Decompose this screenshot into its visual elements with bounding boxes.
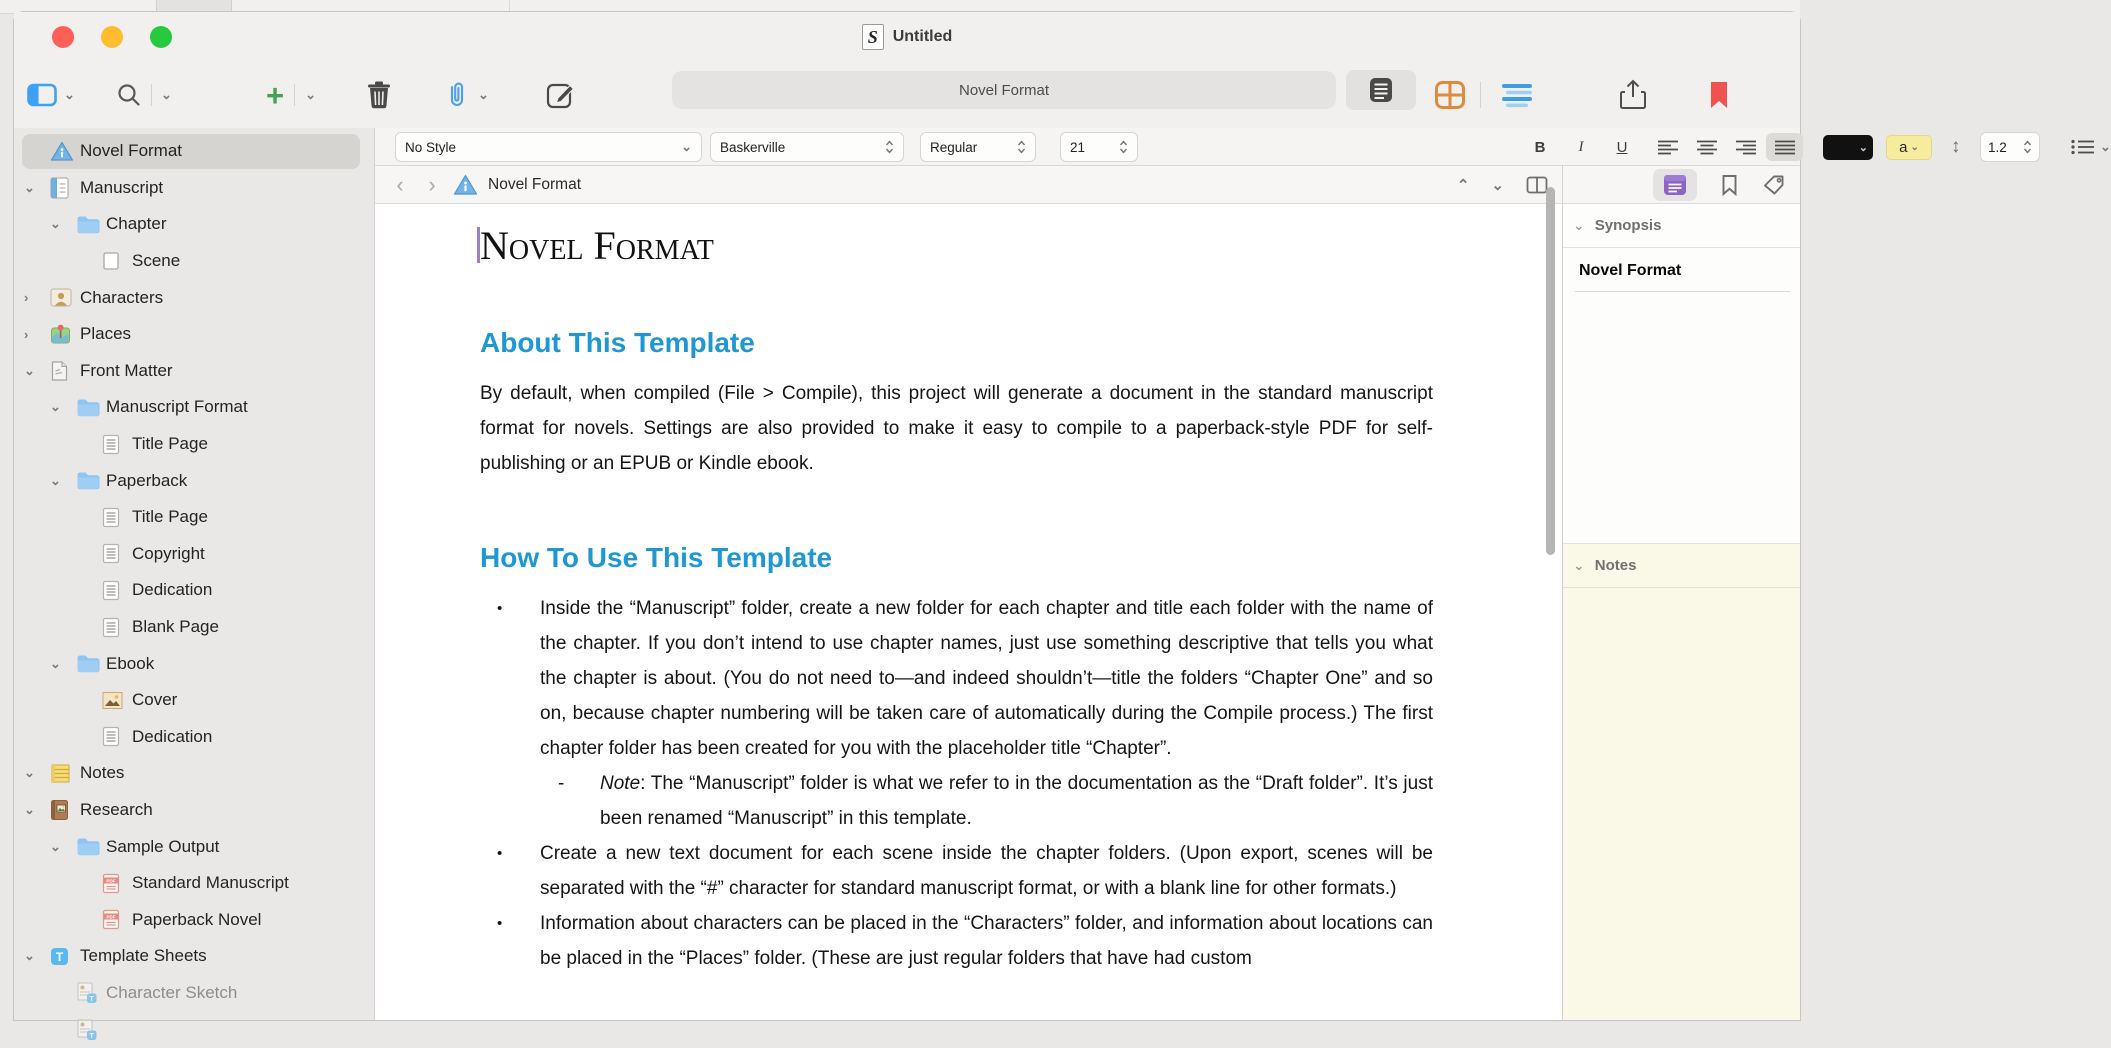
font-typeface-stepper[interactable]: Regular xyxy=(920,132,1036,162)
text-doc-icon xyxy=(102,434,132,455)
bullet-text: Inside the “Manuscript” folder, create a new folder for each chapter and title each folder with the name of the chapter. If you don’t intend to use chapter names, just use something descriptive that tells you what the chapter is about. (You do not need to—and indeed shouldn’t—title the folders “Chapter One” and so on, because chapter numbering will be taken care of automatically during the Compile process.) The first chapter folder has been created for you with the placeholder title “Chapter”. xyxy=(540,598,1433,759)
character-sketch-icon xyxy=(76,982,106,1004)
bullet-marker: • xyxy=(497,600,503,617)
template-t-icon xyxy=(50,947,80,966)
text-cursor xyxy=(477,227,480,263)
svg-text:T: T xyxy=(89,995,94,1003)
minimize-button[interactable] xyxy=(101,26,123,48)
inspector-tab-bookmarks[interactable] xyxy=(1721,174,1738,196)
bullet-item xyxy=(480,591,1433,766)
binder-item-title-page[interactable] xyxy=(14,499,374,536)
binder-item-standard-manuscript[interactable] xyxy=(14,865,374,902)
underline-button[interactable]: U xyxy=(1616,138,1628,156)
text-doc-icon xyxy=(102,507,132,528)
binder-item-label: Scene xyxy=(132,251,181,271)
text-doc-icon xyxy=(102,726,132,747)
binder-item-paperback-novel[interactable] xyxy=(14,901,374,938)
synopsis-content[interactable] xyxy=(1563,248,1800,544)
binder-item-label: Cover xyxy=(132,690,178,710)
binder-item-label: Dedication xyxy=(132,580,213,600)
binder-item-label: Title Page xyxy=(132,434,208,454)
binder-item-chapter[interactable] xyxy=(14,206,374,243)
document-title: Novel Format xyxy=(480,224,1433,268)
dash-marker: - xyxy=(558,773,565,794)
line-spacing-stepper[interactable]: 1.2 xyxy=(1980,132,2040,162)
list-style-button[interactable]: ⌄ xyxy=(2071,128,2111,166)
folder-icon xyxy=(76,471,106,490)
svg-text:PDF: PDF xyxy=(106,914,116,920)
binder-item-label: Chapter xyxy=(106,214,167,234)
style-dropdown[interactable]: No Style ⌄ xyxy=(395,132,702,162)
binder-item-label: Front Matter xyxy=(80,360,173,380)
scrivener-window xyxy=(14,12,2111,1040)
binder-item-label: Notes xyxy=(80,763,125,783)
align-center-button[interactable] xyxy=(1688,133,1725,161)
binder-item-novel-format[interactable] xyxy=(14,133,374,170)
bold-button[interactable]: B xyxy=(1534,138,1546,156)
bullet-item xyxy=(480,836,1433,906)
binder-item-scene[interactable] xyxy=(14,243,374,280)
binder-item-label: Manuscript xyxy=(80,177,164,197)
sidebar-toggle-button[interactable] xyxy=(27,83,57,107)
format-bar xyxy=(375,128,2111,166)
notes-pad-icon xyxy=(50,763,80,784)
notes-section-header[interactable]: ⌄ Notes xyxy=(1563,544,1800,588)
text-doc-icon xyxy=(102,543,132,564)
binder-item-label: Sample Output xyxy=(106,836,220,856)
view-mode-corkboard-button[interactable] xyxy=(1434,80,1466,110)
font-size-stepper[interactable]: 21 xyxy=(1060,132,1138,162)
zoom-button[interactable] xyxy=(150,26,172,48)
align-left-button[interactable] xyxy=(1649,133,1686,161)
add-item-chevron[interactable]: ⌄ xyxy=(305,87,317,102)
image-doc-icon xyxy=(102,691,132,710)
binder-item-manuscript[interactable] xyxy=(14,170,374,207)
binder-item-label: Paperback xyxy=(106,470,188,490)
binder-item-label: Character Sketch xyxy=(106,982,238,1002)
share-button[interactable] xyxy=(1618,79,1648,111)
editor-scrollbar[interactable] xyxy=(1546,187,1555,555)
inspector-tab-bar xyxy=(1563,166,1800,204)
binder-item-label: Manuscript Format xyxy=(106,397,248,417)
binder-item-character-sketch[interactable] xyxy=(14,975,374,1012)
disclosure-down-icon[interactable]: ⌄ xyxy=(50,472,61,488)
compose-button[interactable] xyxy=(546,81,576,109)
folder-icon xyxy=(76,398,106,417)
align-right-button[interactable] xyxy=(1727,133,1764,161)
nav-back-button[interactable]: ‹ xyxy=(396,171,404,197)
synopsis-divider xyxy=(1575,291,1790,292)
bullet-marker: • xyxy=(497,845,503,862)
sidebar-toggle-chevron[interactable]: ⌄ xyxy=(64,87,75,102)
folder-icon xyxy=(76,215,106,234)
binder-item-ebook[interactable] xyxy=(14,645,374,682)
binder-item-dedication[interactable] xyxy=(14,719,374,756)
window-title: Untitled xyxy=(892,28,953,45)
howto-heading: How To Use This Template xyxy=(480,542,833,573)
attachment-paperclip-button[interactable] xyxy=(446,80,468,110)
bullet-text: Note: The “Manuscript” folder is what we refer to in the documentation as the “Draft folder”. It’s just been renamed “Manuscript” in this template. xyxy=(600,773,1433,829)
about-paragraph: By default, when compiled (File > Compile), this project will generate a document in the standard manuscript format for novels. Settings are also provided to make it easy to compile to a paperback-style PDF for self-publishing or an EPUB or Kindle ebook. xyxy=(480,383,1433,474)
document-body[interactable] xyxy=(375,204,1562,1020)
nav-forward-button[interactable]: › xyxy=(428,171,436,197)
disclosure-down-icon[interactable]: ⌄ xyxy=(24,801,35,817)
manuscript-icon xyxy=(50,177,80,199)
binder-item-places[interactable] xyxy=(14,316,374,353)
binder-item-label: Standard Manuscript xyxy=(132,873,289,893)
binder-item-cover[interactable] xyxy=(14,682,374,719)
search-button[interactable] xyxy=(116,82,142,108)
titlebar xyxy=(14,12,1800,62)
disclosure-right-icon[interactable]: › xyxy=(24,290,29,306)
bullet-text: Create a new text document for each scene inside the chapter folders. (Upon export, scenes will be separated with the “#” character for standard manuscript format, or with a blank line for other formats.) xyxy=(540,843,1433,899)
svg-text:T: T xyxy=(55,949,64,964)
note-item xyxy=(480,766,1433,836)
previous-document-button[interactable]: ⌃ xyxy=(1456,176,1470,194)
disclosure-down-icon[interactable]: ⌄ xyxy=(24,179,35,195)
character-sketch-icon xyxy=(76,1019,106,1041)
binder-item-characters[interactable] xyxy=(14,279,374,316)
close-button[interactable] xyxy=(52,26,74,48)
inspector-tab-metadata-tag[interactable] xyxy=(1762,174,1786,196)
next-document-button[interactable]: ⌄ xyxy=(1491,176,1504,194)
binder-item-label: Blank Page xyxy=(132,617,219,637)
disclosure-down-icon[interactable]: ⌄ xyxy=(24,765,35,781)
synopsis-section-header[interactable]: ⌄ Synopsis xyxy=(1563,204,1800,248)
trash-button[interactable] xyxy=(366,80,392,110)
binder-item-blank-page[interactable] xyxy=(14,609,374,646)
places-icon xyxy=(50,324,80,345)
quick-search-field[interactable]: Novel Format xyxy=(672,71,1336,109)
binder-item-label: Novel Format xyxy=(80,141,183,161)
folder-icon xyxy=(76,654,106,673)
bottom-fade xyxy=(375,974,1562,1020)
align-justify-button[interactable] xyxy=(1766,133,1803,161)
italic-button[interactable]: I xyxy=(1578,138,1584,155)
text-doc-icon xyxy=(102,617,132,638)
scene-icon xyxy=(102,251,132,271)
research-book-icon xyxy=(50,799,80,821)
disclosure-down-icon[interactable]: ⌄ xyxy=(50,216,61,232)
disclosure-down-icon[interactable]: ⌄ xyxy=(50,399,61,415)
binder-item-dedication[interactable] xyxy=(14,572,374,609)
svg-text:T: T xyxy=(89,1032,94,1040)
editor-header xyxy=(375,166,1562,204)
svg-text:PDF: PDF xyxy=(106,877,116,883)
synopsis-text: Novel Format xyxy=(1579,262,1682,279)
line-spacing-icon: ↕ xyxy=(1951,136,1961,157)
inspector-tab-notes[interactable] xyxy=(1653,169,1697,201)
binder-item-notes[interactable] xyxy=(14,755,374,792)
binder-item-research[interactable] xyxy=(14,792,374,829)
binder-item-label: Research xyxy=(80,799,153,819)
bullet-text: Information about characters can be placed in the “Characters” folder, and information about locations can be placed in the “Places” folder. (These are just regular folders that have had custom xyxy=(540,913,1433,969)
binder-sidebar xyxy=(14,128,375,1040)
binder-item-label: Places xyxy=(80,324,132,344)
view-mode-document-button[interactable] xyxy=(1346,70,1416,110)
howto-bullet-list xyxy=(480,591,1433,976)
bullet-item xyxy=(480,906,1433,976)
binder-item-label: Copyright xyxy=(132,543,205,563)
warning-triangle-icon xyxy=(50,141,80,162)
font-family-stepper[interactable]: Baskerville xyxy=(710,132,904,162)
binder-item-label: Template Sheets xyxy=(80,946,207,966)
binder-item-label: Dedication xyxy=(132,726,213,746)
attachment-chevron[interactable]: ⌄ xyxy=(478,87,489,102)
binder-item-manuscript-format[interactable] xyxy=(14,389,374,426)
search-chevron[interactable]: ⌄ xyxy=(161,87,172,102)
binder-item-title-page[interactable] xyxy=(14,426,374,463)
characters-icon xyxy=(50,288,80,307)
inspector-panel xyxy=(1562,166,1800,1020)
text-doc-icon xyxy=(102,580,132,601)
about-heading: About This Template xyxy=(480,327,755,358)
highlight-color-button[interactable]: a ⌄ xyxy=(1886,135,1932,160)
binder-item-label: Ebook xyxy=(106,653,155,673)
disclosure-down-icon[interactable]: ⌄ xyxy=(50,655,61,671)
disclosure-right-icon[interactable]: › xyxy=(24,326,29,342)
binder-item-label: Characters xyxy=(80,287,164,307)
disclosure-down-icon[interactable]: ⌄ xyxy=(50,838,61,854)
text-color-button[interactable]: ⌄ xyxy=(1823,135,1873,160)
binder-item-copyright[interactable] xyxy=(14,536,374,573)
binder-item-partial[interactable] xyxy=(14,1011,374,1048)
disclosure-down-icon[interactable]: ⌄ xyxy=(24,362,35,378)
warning-triangle-icon xyxy=(453,174,478,196)
editor-pane xyxy=(375,166,1562,1020)
binder-item-paperback[interactable] xyxy=(14,462,374,499)
binder-item-sample-output[interactable] xyxy=(14,828,374,865)
disclosure-down-icon[interactable]: ⌄ xyxy=(24,948,35,964)
scrivener-document-icon: S xyxy=(862,24,884,50)
bullet-marker: • xyxy=(497,915,503,932)
binder-item-front-matter[interactable] xyxy=(14,353,374,390)
pdf-doc-icon xyxy=(102,873,132,894)
view-mode-outline-button[interactable] xyxy=(1500,82,1536,108)
editor-header-title: Novel Format xyxy=(488,175,582,193)
binder-item-label: Title Page xyxy=(132,507,208,527)
binder-item-template-sheets[interactable] xyxy=(14,938,374,975)
pdf-doc-icon xyxy=(102,909,132,930)
toolbar xyxy=(14,62,1800,128)
bookmark-toolbar-button[interactable] xyxy=(1708,80,1730,110)
binder-item-label: Paperback Novel xyxy=(132,909,262,929)
notes-content[interactable] xyxy=(1563,588,1800,1020)
front-matter-icon xyxy=(50,360,80,382)
add-item-button[interactable]: + xyxy=(266,77,285,113)
split-editor-button[interactable] xyxy=(1526,176,1548,194)
folder-icon xyxy=(76,837,106,856)
